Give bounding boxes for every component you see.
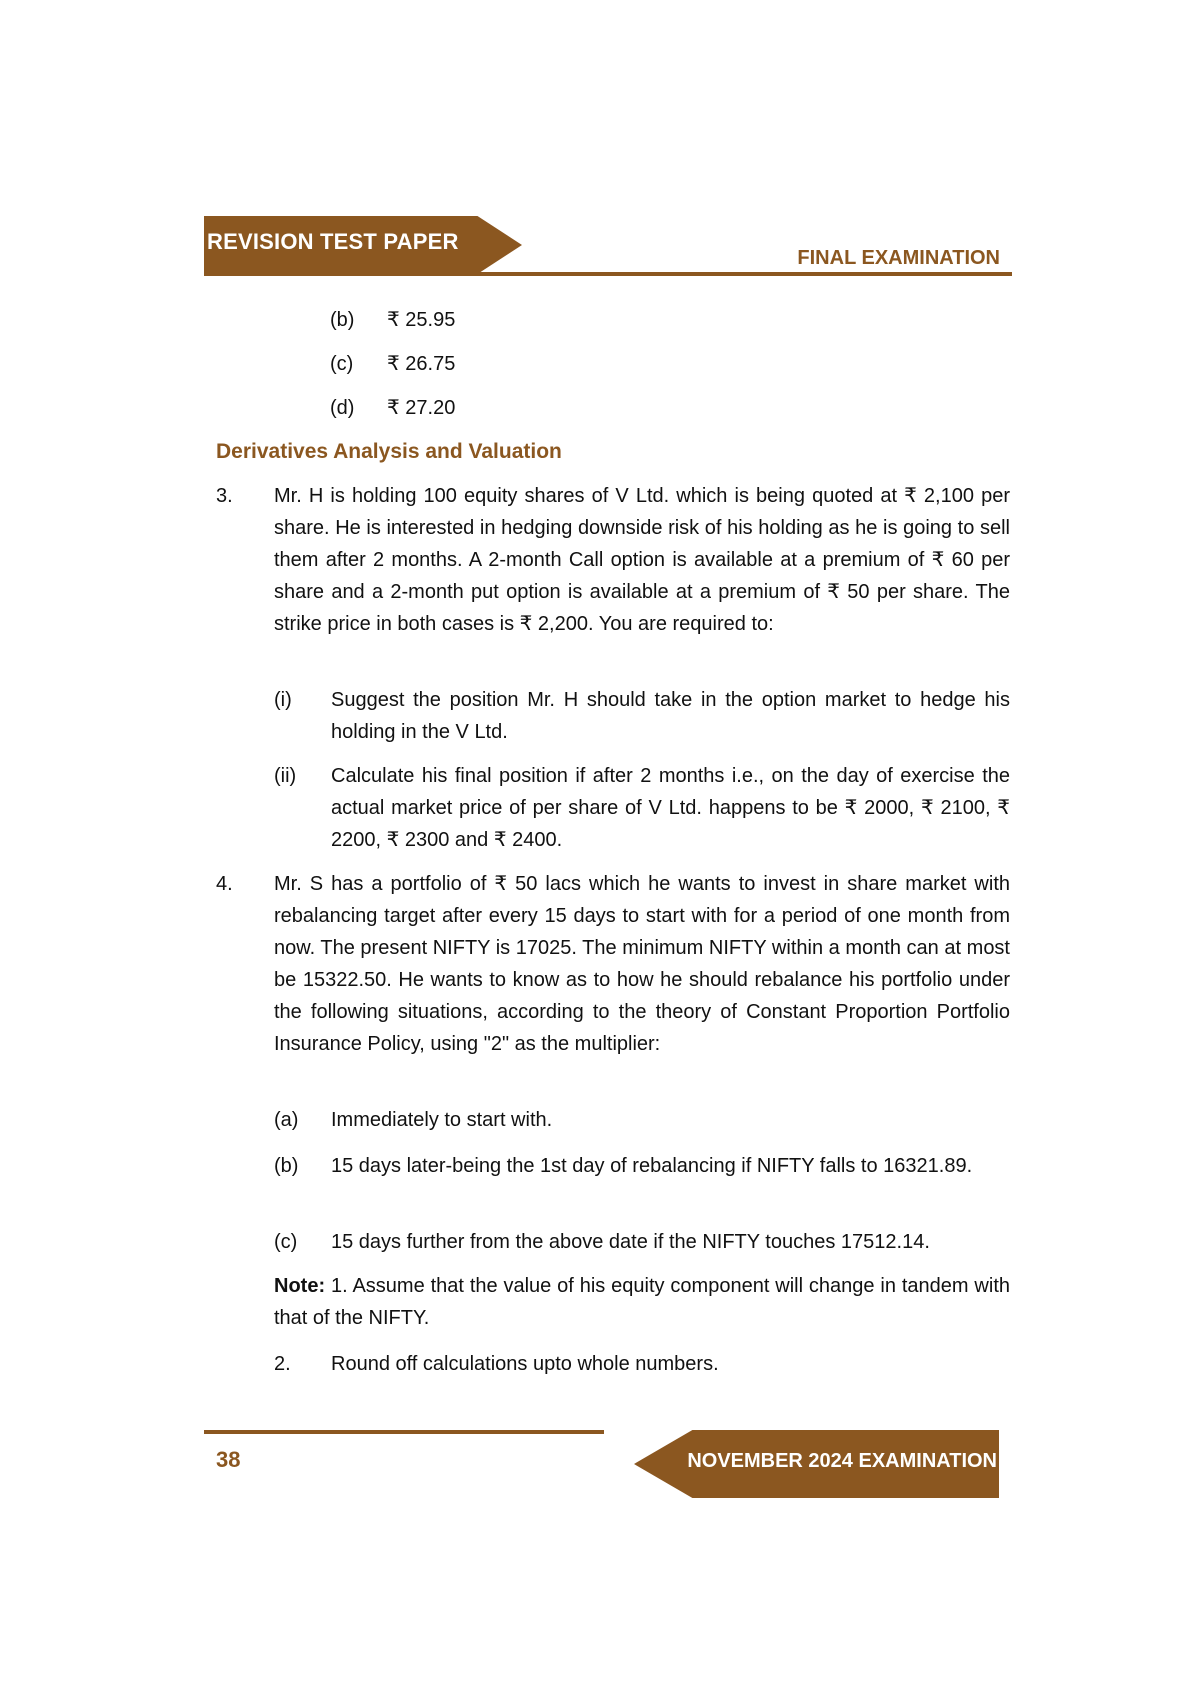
header-right-label: FINAL EXAMINATION: [797, 247, 1000, 269]
question-4-part-a-label: (a): [274, 1109, 299, 1131]
option-b-label: (b): [330, 309, 355, 331]
question-3-part-ii-text: Calculate his final position if after 2 months i.e., on the day of exercise the actual market price of per share of V Ltd. happens to be ₹ 2000, ₹ 2100, ₹ 2200, ₹ 2300 and ₹ 2400.: [331, 765, 1010, 851]
page-number: 38: [216, 1447, 241, 1472]
option-c-value: ₹ 26.75: [387, 353, 456, 375]
option-b-value: ₹ 25.95: [387, 309, 456, 331]
question-3-part-i-text: Suggest the position Mr. H should take in the option market to hedge his holding in the V Ltd.: [331, 689, 1010, 743]
question-4-note: [274, 1270, 1010, 1334]
option-c-label: (c): [330, 353, 354, 375]
header-left-label: REVISION TEST PAPER: [207, 229, 459, 254]
question-4-part-a-text: Immediately to start with.: [331, 1109, 553, 1131]
question-3-number: 3.: [216, 485, 233, 507]
footer-exam-label: NOVEMBER 2024 EXAMINATION: [687, 1450, 997, 1472]
option-d-label: (d): [330, 397, 355, 419]
question-4-part-c-label: (c): [274, 1231, 298, 1253]
section-title: Derivatives Analysis and Valuation: [216, 440, 562, 463]
option-d-value: ₹ 27.20: [387, 397, 456, 419]
footer-rule: [204, 1430, 604, 1434]
question-4-number: 4.: [216, 873, 233, 895]
note-2-label: 2.: [274, 1353, 291, 1375]
question-3-part-ii-label: (ii): [274, 765, 297, 787]
note-label: Note:: [274, 1275, 326, 1297]
question-4-part-b-text: 15 days later-being the 1st day of rebalancing if NIFTY falls to 16321.89.: [331, 1155, 973, 1177]
note-2-text: Round off calculations upto whole numbers.: [331, 1353, 719, 1375]
question-3-text: Mr. H is holding 100 equity shares of V Ltd. which is being quoted at ₹ 2,100 per share. He is interested in hedging downside risk of his holding as he is going to sell them after 2 months. A 2-month Call option is available at a premium of ₹ 60 per share and a 2-month put option is available at a premium of ₹ 50 per share. The strike price in both cases is ₹ 2,200. You are required to:: [274, 485, 1010, 635]
header-rule: [204, 272, 1012, 276]
question-3-part-i-label: (i): [274, 689, 292, 711]
note-text: 1. Assume that the value of his equity component will change in tandem with that of the NIFTY.: [274, 1275, 1010, 1329]
question-4-part-b-label: (b): [274, 1155, 299, 1177]
question-4-part-c-text: 15 days further from the above date if the NIFTY touches 17512.14.: [331, 1231, 930, 1253]
question-4-text: Mr. S has a portfolio of ₹ 50 lacs which he wants to invest in share market with rebalancing target after every 15 days to start with for a period of one month from now. The present NIFTY is 17025. The minimum NIFTY within a month can at most be 15322.50. He wants to know as to how he should rebalance his portfolio under the following situations, according to the theory of Constant Proportion Portfolio Insurance Policy, using "2" as the multiplier:: [274, 873, 1010, 1055]
